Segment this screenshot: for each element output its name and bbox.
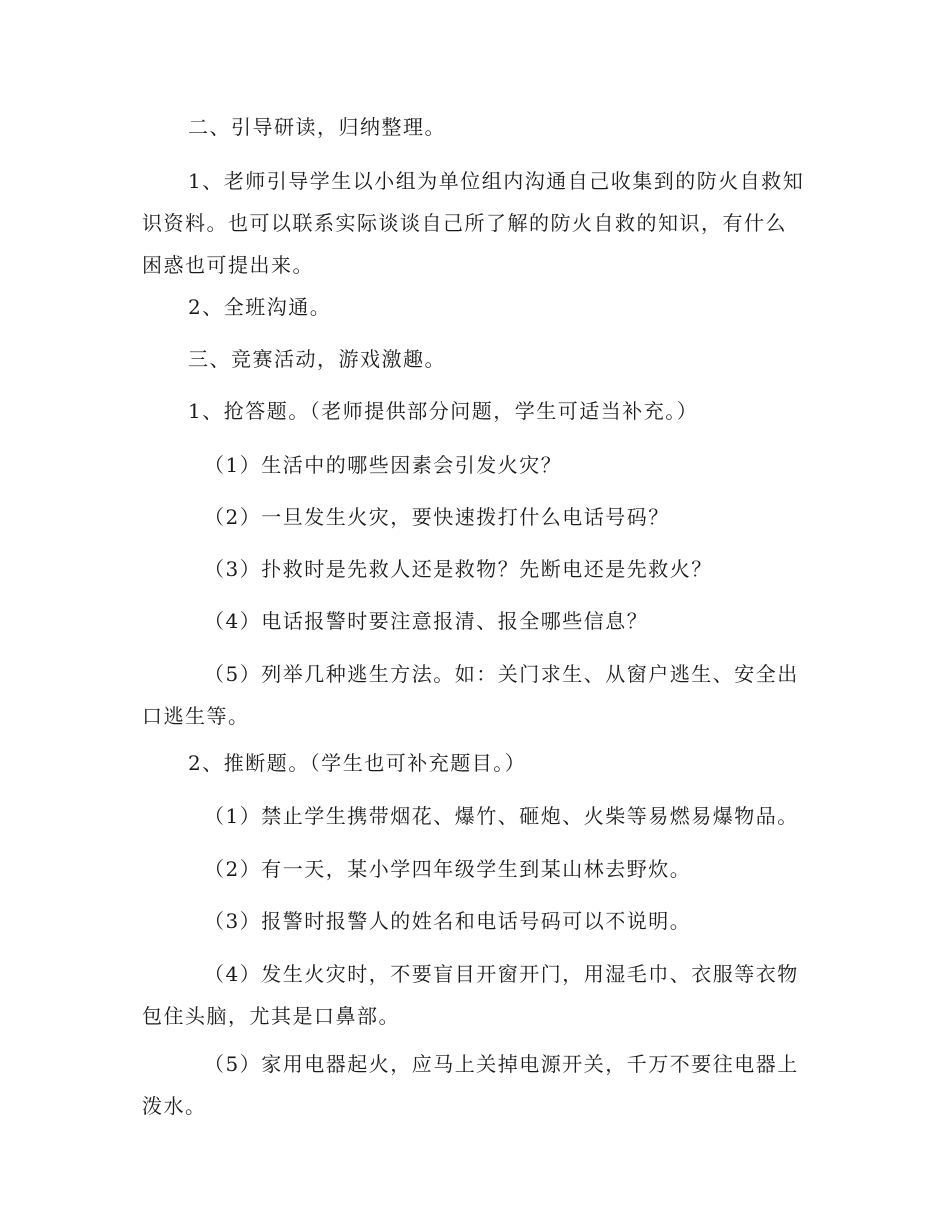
text-line: （5）列举几种逃生方法。如：关门求生、从窗户逃生、安全出: [204, 662, 799, 686]
text-line: 泼水。: [142, 1094, 207, 1118]
question-item-1: [142, 444, 810, 486]
text-line: （2）有一天，某小学四年级学生到某山林去野炊。: [204, 857, 692, 881]
text-line: 1、抢答题。（老师提供部分问题，学生可适当补充。）: [188, 399, 699, 423]
text-line: （3）扑救时是先救人还是救物？先断电还是先救火？: [204, 557, 713, 581]
text-line: 困惑也可提出来。: [142, 253, 314, 277]
text-line: （3）报警时报警人的姓名和电话号码可以不说明。: [204, 909, 692, 933]
text-line: 二、引导研读，归纳整理。: [188, 115, 446, 139]
paragraph-class-communication: [142, 286, 810, 328]
judgement-item-5: [142, 1043, 810, 1127]
text-line: 2、全班沟通。: [188, 295, 332, 319]
judgement-item-3: [142, 900, 810, 942]
text-line: 1、老师引导学生以小组为单位组内沟通自己收集到的防火自救知: [188, 169, 805, 193]
text-line: 2、推断题。（学生也可补充题目。）: [188, 751, 527, 775]
question-item-2: [142, 496, 810, 538]
text-line: （4）电话报警时要注意报清、报全哪些信息？: [204, 609, 649, 633]
section-heading-2: [142, 106, 810, 148]
paragraph-group-discussion: [142, 160, 810, 286]
section-heading-3: [142, 338, 810, 380]
judgement-item-2: [142, 848, 810, 890]
text-line: 包住头脑，尤其是口鼻部。: [142, 1004, 400, 1028]
text-line: （4）发生火灾时，不要盲目开窗开门，用湿毛巾、衣服等衣物: [204, 962, 799, 986]
text-line: （1）禁止学生携带烟花、爆竹、砸炮、火柴等易燃易爆物品。: [204, 804, 799, 828]
text-line: 识资料。也可以联系实际谈谈自己所了解的防火自救的知识，有什么: [142, 211, 787, 235]
text-line: （1）生活中的哪些因素会引发火灾？: [204, 453, 563, 477]
judgement-item-1: [142, 795, 810, 837]
subheading-quick-answer: [142, 390, 810, 432]
question-item-5: [142, 653, 810, 737]
text-line: 口逃生等。: [142, 704, 250, 728]
question-item-4: [142, 600, 810, 642]
question-item-3: [142, 548, 810, 590]
text-line: 三、竞赛活动，游戏激趣。: [188, 347, 446, 371]
judgement-item-4: [142, 953, 810, 1037]
text-line: （2）一旦发生火灾，要快速拨打什么电话号码？: [204, 505, 670, 529]
text-line: （5）家用电器起火，应马上关掉电源开关，千万不要往电器上: [204, 1052, 799, 1076]
subheading-judgement: [142, 742, 810, 784]
